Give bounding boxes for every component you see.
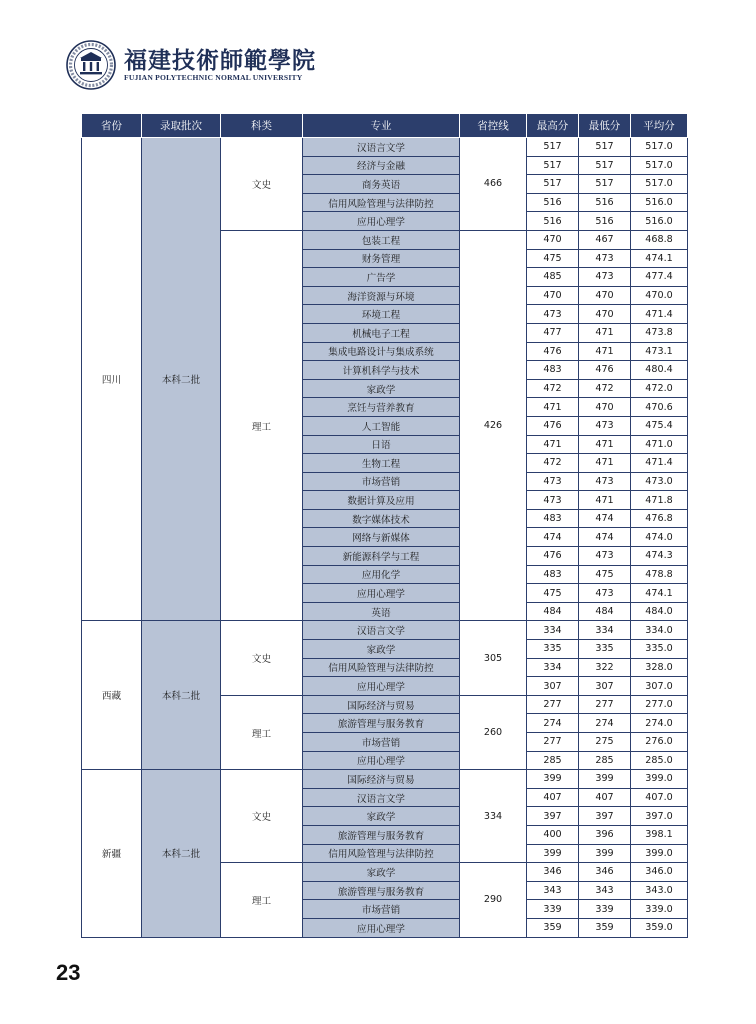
- min-score-cell: 473: [579, 584, 631, 603]
- province-cell: 西藏: [82, 621, 142, 770]
- min-score-cell: 277: [579, 695, 631, 714]
- major-cell: 广告学: [303, 268, 460, 287]
- avg-score-cell: 477.4: [631, 268, 688, 287]
- avg-score-cell: 470.0: [631, 286, 688, 305]
- major-cell: 环境工程: [303, 305, 460, 324]
- major-cell: 应用化学: [303, 565, 460, 584]
- major-cell: 新能源科学与工程: [303, 547, 460, 566]
- col-header-major: 专业: [303, 114, 460, 138]
- major-cell: 汉语言文学: [303, 138, 460, 157]
- major-cell: 家政学: [303, 640, 460, 659]
- min-score-cell: 322: [579, 658, 631, 677]
- max-score-cell: 307: [527, 677, 579, 696]
- min-score-cell: 467: [579, 230, 631, 249]
- category-cell: 文史: [221, 621, 303, 695]
- major-cell: 信用风险管理与法律防控: [303, 193, 460, 212]
- min-score-cell: 473: [579, 547, 631, 566]
- max-score-cell: 475: [527, 584, 579, 603]
- avg-score-cell: 517.0: [631, 138, 688, 157]
- avg-score-cell: 516.0: [631, 212, 688, 231]
- avg-score-cell: 484.0: [631, 602, 688, 621]
- max-score-cell: 407: [527, 788, 579, 807]
- major-cell: 信用风险管理与法律防控: [303, 844, 460, 863]
- min-score-cell: 472: [579, 379, 631, 398]
- major-cell: 日语: [303, 435, 460, 454]
- major-cell: 应用心理学: [303, 212, 460, 231]
- max-score-cell: 343: [527, 881, 579, 900]
- school-name-en: FUJIAN POLYTECHNIC NORMAL UNIVERSITY: [124, 73, 303, 82]
- max-score-cell: 516: [527, 212, 579, 231]
- min-score-cell: 471: [579, 454, 631, 473]
- category-cell: 文史: [221, 770, 303, 863]
- major-cell: 应用心理学: [303, 584, 460, 603]
- major-cell: 旅游管理与服务教育: [303, 825, 460, 844]
- province-cell: 四川: [82, 138, 142, 621]
- min-score-cell: 339: [579, 900, 631, 919]
- avg-score-cell: 328.0: [631, 658, 688, 677]
- min-score-cell: 334: [579, 621, 631, 640]
- avg-score-cell: 474.0: [631, 528, 688, 547]
- min-score-cell: 396: [579, 825, 631, 844]
- school-seal-logo: [66, 40, 116, 90]
- min-score-cell: 399: [579, 844, 631, 863]
- batch-cell: 本科二批: [142, 770, 221, 937]
- table-header-row: [82, 114, 688, 138]
- max-score-cell: 400: [527, 825, 579, 844]
- avg-score-cell: 474.1: [631, 584, 688, 603]
- min-score-cell: 516: [579, 193, 631, 212]
- max-score-cell: 476: [527, 416, 579, 435]
- major-cell: 商务英语: [303, 175, 460, 194]
- min-score-cell: 471: [579, 435, 631, 454]
- min-score-cell: 335: [579, 640, 631, 659]
- min-score-cell: 407: [579, 788, 631, 807]
- table-row: [82, 770, 688, 789]
- major-cell: 生物工程: [303, 454, 460, 473]
- avg-score-cell: 517.0: [631, 156, 688, 175]
- max-score-cell: 399: [527, 844, 579, 863]
- avg-score-cell: 398.1: [631, 825, 688, 844]
- min-score-cell: 471: [579, 323, 631, 342]
- max-score-cell: 473: [527, 472, 579, 491]
- max-score-cell: 334: [527, 621, 579, 640]
- batch-cell: 本科二批: [142, 138, 221, 621]
- major-cell: 应用心理学: [303, 918, 460, 937]
- major-cell: 计算机科学与技术: [303, 361, 460, 380]
- avg-score-cell: 474.3: [631, 547, 688, 566]
- avg-score-cell: 339.0: [631, 900, 688, 919]
- max-score-cell: 346: [527, 863, 579, 882]
- max-score-cell: 471: [527, 398, 579, 417]
- major-cell: 应用心理学: [303, 751, 460, 770]
- max-score-cell: 339: [527, 900, 579, 919]
- max-score-cell: 285: [527, 751, 579, 770]
- max-score-cell: 483: [527, 509, 579, 528]
- max-score-cell: 517: [527, 156, 579, 175]
- min-score-cell: 343: [579, 881, 631, 900]
- category-cell: 文史: [221, 138, 303, 231]
- major-cell: 人工智能: [303, 416, 460, 435]
- min-score-cell: 473: [579, 249, 631, 268]
- avg-score-cell: 472.0: [631, 379, 688, 398]
- max-score-cell: 274: [527, 714, 579, 733]
- control-line-cell: 426: [460, 230, 527, 620]
- major-cell: 家政学: [303, 807, 460, 826]
- max-score-cell: 470: [527, 286, 579, 305]
- control-line-cell: 334: [460, 770, 527, 863]
- max-score-cell: 335: [527, 640, 579, 659]
- major-cell: 市场营销: [303, 733, 460, 752]
- avg-score-cell: 274.0: [631, 714, 688, 733]
- min-score-cell: 517: [579, 138, 631, 157]
- page-number: 23: [56, 960, 81, 985]
- max-score-cell: 277: [527, 695, 579, 714]
- avg-score-cell: 480.4: [631, 361, 688, 380]
- max-score-cell: 334: [527, 658, 579, 677]
- min-score-cell: 473: [579, 472, 631, 491]
- table-body: [82, 138, 688, 938]
- min-score-cell: 517: [579, 156, 631, 175]
- avg-score-cell: 471.4: [631, 454, 688, 473]
- avg-score-cell: 516.0: [631, 193, 688, 212]
- avg-score-cell: 397.0: [631, 807, 688, 826]
- avg-score-cell: 307.0: [631, 677, 688, 696]
- max-score-cell: 476: [527, 342, 579, 361]
- major-cell: 数字媒体技术: [303, 509, 460, 528]
- avg-score-cell: 399.0: [631, 770, 688, 789]
- major-cell: 国际经济与贸易: [303, 695, 460, 714]
- major-cell: 海洋资源与环境: [303, 286, 460, 305]
- major-cell: 旅游管理与服务教育: [303, 881, 460, 900]
- control-line-cell: 260: [460, 695, 527, 769]
- major-cell: 汉语言文学: [303, 621, 460, 640]
- min-score-cell: 473: [579, 416, 631, 435]
- category-cell: 理工: [221, 863, 303, 937]
- max-score-cell: 485: [527, 268, 579, 287]
- max-score-cell: 473: [527, 305, 579, 324]
- major-cell: 机械电子工程: [303, 323, 460, 342]
- control-line-cell: 466: [460, 138, 527, 231]
- table-row: [82, 621, 688, 640]
- avg-score-cell: 471.0: [631, 435, 688, 454]
- major-cell: 市场营销: [303, 900, 460, 919]
- min-score-cell: 307: [579, 677, 631, 696]
- avg-score-cell: 343.0: [631, 881, 688, 900]
- max-score-cell: 397: [527, 807, 579, 826]
- min-score-cell: 474: [579, 509, 631, 528]
- avg-score-cell: 473.1: [631, 342, 688, 361]
- avg-score-cell: 476.8: [631, 509, 688, 528]
- min-score-cell: 399: [579, 770, 631, 789]
- max-score-cell: 473: [527, 491, 579, 510]
- min-score-cell: 470: [579, 305, 631, 324]
- major-cell: 经济与金融: [303, 156, 460, 175]
- school-name-cn: 福建技術師範學院: [124, 47, 316, 74]
- col-header-control-line: 省控线: [460, 114, 527, 138]
- max-score-cell: 475: [527, 249, 579, 268]
- avg-score-cell: 346.0: [631, 863, 688, 882]
- major-cell: 英语: [303, 602, 460, 621]
- batch-cell: 本科二批: [142, 621, 221, 770]
- major-cell: 汉语言文学: [303, 788, 460, 807]
- category-cell: 理工: [221, 695, 303, 769]
- min-score-cell: 475: [579, 565, 631, 584]
- major-cell: 集成电路设计与集成系统: [303, 342, 460, 361]
- max-score-cell: 477: [527, 323, 579, 342]
- max-score-cell: 484: [527, 602, 579, 621]
- max-score-cell: 516: [527, 193, 579, 212]
- min-score-cell: 473: [579, 268, 631, 287]
- min-score-cell: 359: [579, 918, 631, 937]
- school-header: [66, 34, 316, 94]
- max-score-cell: 471: [527, 435, 579, 454]
- max-score-cell: 474: [527, 528, 579, 547]
- admission-score-table: [81, 113, 688, 938]
- major-cell: 市场营销: [303, 472, 460, 491]
- avg-score-cell: 359.0: [631, 918, 688, 937]
- max-score-cell: 277: [527, 733, 579, 752]
- min-score-cell: 470: [579, 286, 631, 305]
- min-score-cell: 285: [579, 751, 631, 770]
- min-score-cell: 516: [579, 212, 631, 231]
- avg-score-cell: 474.1: [631, 249, 688, 268]
- max-score-cell: 483: [527, 361, 579, 380]
- avg-score-cell: 475.4: [631, 416, 688, 435]
- avg-score-cell: 468.8: [631, 230, 688, 249]
- category-cell: 理工: [221, 230, 303, 620]
- avg-score-cell: 285.0: [631, 751, 688, 770]
- col-header-province: 省份: [82, 114, 142, 138]
- avg-score-cell: 407.0: [631, 788, 688, 807]
- min-score-cell: 275: [579, 733, 631, 752]
- major-cell: 数据计算及应用: [303, 491, 460, 510]
- major-cell: 包装工程: [303, 230, 460, 249]
- max-score-cell: 483: [527, 565, 579, 584]
- min-score-cell: 517: [579, 175, 631, 194]
- min-score-cell: 476: [579, 361, 631, 380]
- major-cell: 家政学: [303, 863, 460, 882]
- avg-score-cell: 335.0: [631, 640, 688, 659]
- avg-score-cell: 473.0: [631, 472, 688, 491]
- col-header-max-score: 最高分: [527, 114, 579, 138]
- min-score-cell: 274: [579, 714, 631, 733]
- max-score-cell: 359: [527, 918, 579, 937]
- major-cell: 应用心理学: [303, 677, 460, 696]
- major-cell: 旅游管理与服务教育: [303, 714, 460, 733]
- major-cell: 烹饪与营养教育: [303, 398, 460, 417]
- major-cell: 信用风险管理与法律防控: [303, 658, 460, 677]
- avg-score-cell: 471.4: [631, 305, 688, 324]
- avg-score-cell: 276.0: [631, 733, 688, 752]
- avg-score-cell: 470.6: [631, 398, 688, 417]
- min-score-cell: 346: [579, 863, 631, 882]
- major-cell: 国际经济与贸易: [303, 770, 460, 789]
- col-header-avg-score: 平均分: [631, 114, 688, 138]
- max-score-cell: 472: [527, 454, 579, 473]
- avg-score-cell: 471.8: [631, 491, 688, 510]
- control-line-cell: 305: [460, 621, 527, 695]
- province-cell: 新疆: [82, 770, 142, 937]
- avg-score-cell: 517.0: [631, 175, 688, 194]
- min-score-cell: 484: [579, 602, 631, 621]
- avg-score-cell: 277.0: [631, 695, 688, 714]
- max-score-cell: 517: [527, 175, 579, 194]
- min-score-cell: 471: [579, 342, 631, 361]
- control-line-cell: 290: [460, 863, 527, 937]
- min-score-cell: 470: [579, 398, 631, 417]
- max-score-cell: 472: [527, 379, 579, 398]
- col-header-category: 科类: [221, 114, 303, 138]
- col-header-batch: 录取批次: [142, 114, 221, 138]
- min-score-cell: 471: [579, 491, 631, 510]
- avg-score-cell: 334.0: [631, 621, 688, 640]
- min-score-cell: 474: [579, 528, 631, 547]
- col-header-min-score: 最低分: [579, 114, 631, 138]
- avg-score-cell: 478.8: [631, 565, 688, 584]
- avg-score-cell: 473.8: [631, 323, 688, 342]
- avg-score-cell: 399.0: [631, 844, 688, 863]
- max-score-cell: 399: [527, 770, 579, 789]
- max-score-cell: 470: [527, 230, 579, 249]
- major-cell: 网络与新媒体: [303, 528, 460, 547]
- major-cell: 家政学: [303, 379, 460, 398]
- major-cell: 财务管理: [303, 249, 460, 268]
- max-score-cell: 517: [527, 138, 579, 157]
- table-row: [82, 138, 688, 157]
- min-score-cell: 397: [579, 807, 631, 826]
- max-score-cell: 476: [527, 547, 579, 566]
